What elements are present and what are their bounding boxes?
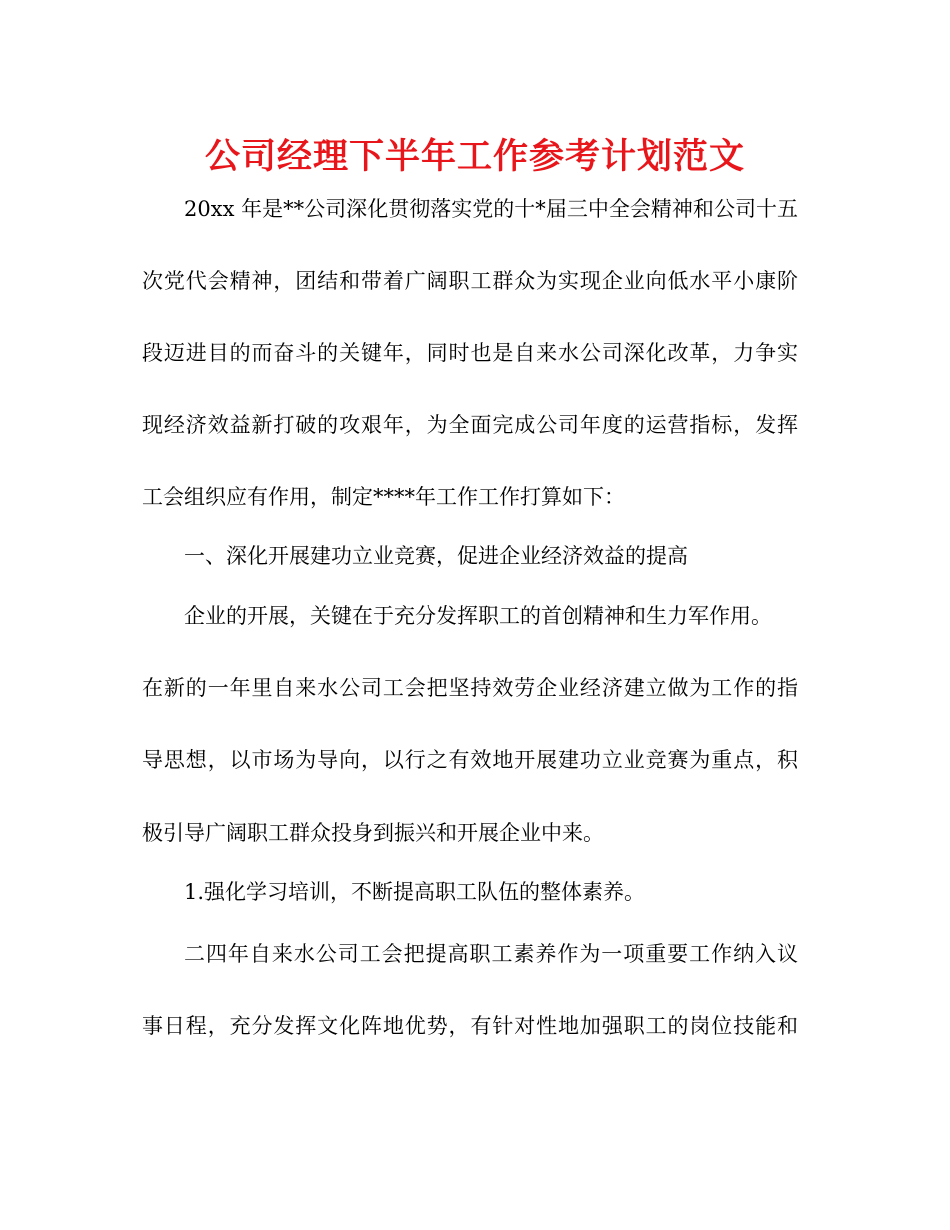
- paragraph-line-5: 工会组织应有作用，制定****年工作工作打算如下：: [142, 485, 625, 509]
- paragraph-line-7: 在新的一年里自来水公司工会把坚持效劳企业经济建立做为工作的指: [142, 676, 798, 700]
- paragraph-line-11: 事日程，充分发挥文化阵地优势，有针对性地加强职工的岗位技能和: [142, 1014, 798, 1038]
- paragraph-line-2: 次党代会精神，团结和带着广阔职工群众为实现企业向低水平小康阶: [142, 269, 798, 293]
- paragraph-line-8: 导思想，以市场为导向，以行之有效地开展建功立业竞赛为重点，积: [142, 748, 798, 772]
- paragraph-line-3: 段迈进目的而奋斗的关键年，同时也是自来水公司深化改革，力争实: [142, 341, 798, 365]
- paragraph-line-1: 20xx 年是**公司深化贯彻落实党的十*届三中全会精神和公司十五: [184, 197, 798, 221]
- paragraph-line-9: 极引导广阔职工群众投身到振兴和开展企业中来。: [142, 821, 604, 845]
- subheading-1: 1.强化学习培训，不断提高职工队伍的整体素养。: [184, 880, 646, 904]
- document-title: 公司经理下半年工作参考计划范文: [204, 137, 745, 177]
- paragraph-line-10: 二四年自来水公司工会把提高职工素养作为一项重要工作纳入议: [184, 942, 798, 966]
- paragraph-line-6: 企业的开展，关键在于充分发挥职工的首创精神和生力军作用。: [184, 604, 772, 628]
- section-heading-1: 一、深化开展建功立业竞赛，促进企业经济效益的提高: [184, 544, 688, 568]
- paragraph-line-4: 现经济效益新打破的攻艰年，为全面完成公司年度的运营指标，发挥: [142, 413, 798, 437]
